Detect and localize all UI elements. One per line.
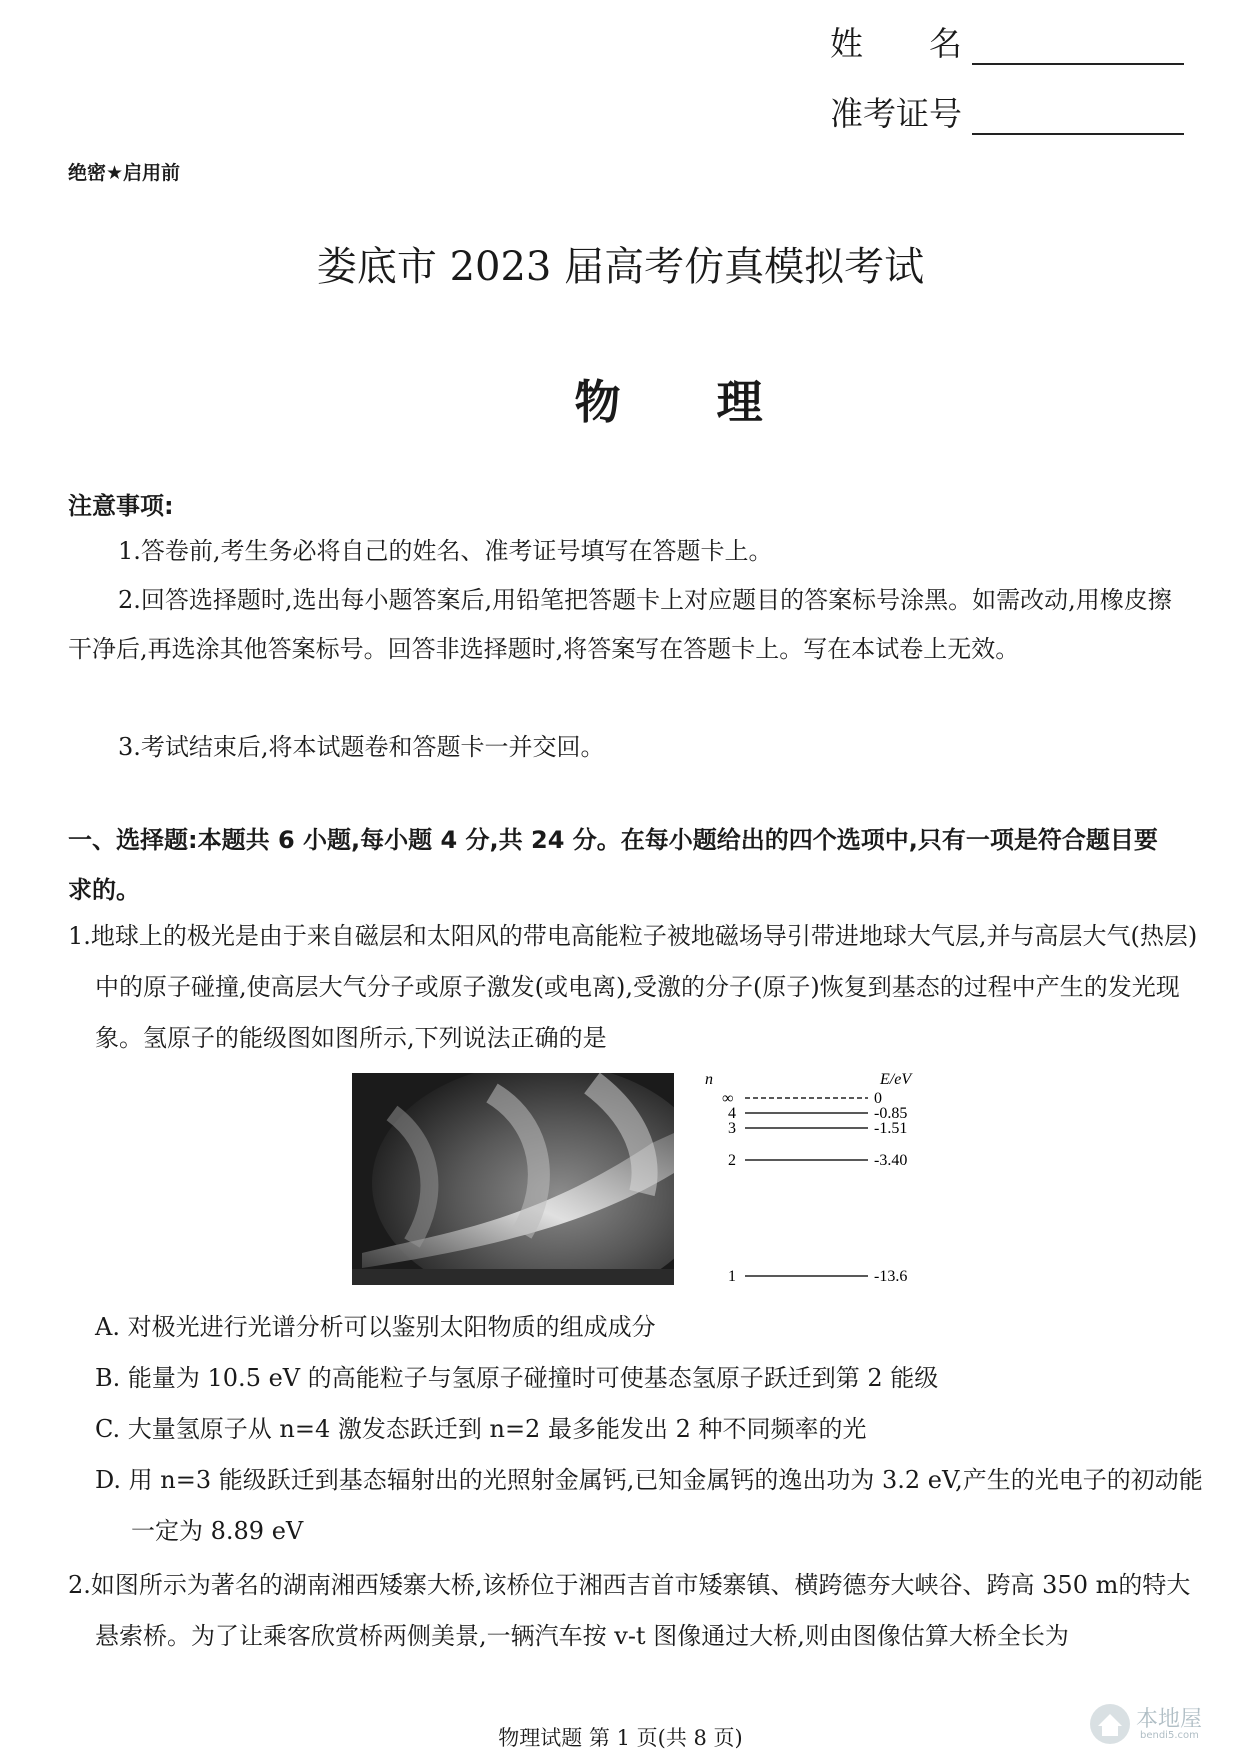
aurora-photo (352, 1073, 674, 1285)
energy-level-n: 3 (728, 1120, 736, 1137)
energy-level-n: ∞ (722, 1090, 734, 1107)
energy-axis-label: E/eV (880, 1071, 912, 1088)
exam-no-label: 准考证号 (830, 94, 962, 133)
notes-title: 注意事项: (68, 492, 174, 520)
energy-level-diagram (700, 1070, 930, 1288)
exam-title: 娄底市 2023 届高考仿真模拟考试 (316, 244, 925, 290)
exam-no-blank (972, 103, 1184, 135)
question-1-stem: 1.地球上的极光是由于来自磁层和太阳风的带电高能粒子被地磁场导引带进地球大气层,并与高层大气(热层)中的原子碰撞,使高层大气分子或原子激发(或电离),受激的分子(原子)恢复到基态的过程中产生的发光现象。氢原子的能级图如图所示,下列说法正确的是 (68, 922, 1198, 1052)
option-c: C. 大量氢原子从 n=4 激发态跃迁到 n=2 最多能发出 2 种不同频率的光 (95, 1415, 867, 1443)
subject-title: 物理 (574, 375, 859, 429)
exam-no-field (830, 88, 1184, 135)
option-b: B. 能量为 10.5 eV 的高能粒子与氢原子碰撞时可使基态氢原子跃迁到第 2 能级 (95, 1364, 939, 1392)
energy-level-value: -13.6 (874, 1268, 908, 1285)
note-item: 2.回答选择题时,选出每小题答案后,用铅笔把答题卡上对应题目的答案标号涂黑。如需改动,用橡皮擦干净后,再选涂其他答案标号。回答非选择题时,将答案写在答题卡上。写在本试卷上无效。 (68, 586, 1172, 663)
n-axis-label: n (705, 1071, 713, 1088)
house-logo-icon (1088, 1702, 1132, 1746)
section-heading: 一、选择题:本题共 6 小题,每小题 4 分,共 24 分。在每小题给出的四个选项中,只有一项是符合题目要求的。 (68, 826, 1158, 904)
note-item: 3.考试结束后,将本试题卷和答题卡一并交回。 (118, 733, 605, 761)
energy-level-n: 4 (728, 1105, 736, 1122)
watermark-text: 本地屋 (1136, 1707, 1203, 1732)
energy-level-value: -3.40 (874, 1152, 908, 1169)
watermark (1088, 1700, 1238, 1750)
name-field (830, 18, 1184, 65)
watermark-sub: bendi5.com (1140, 1730, 1199, 1741)
option-d: D. 用 n=3 能级跃迁到基态辐射出的光照射金属钙,已知金属钙的逸出功为 3.2 eV,产生的光电子的初动能一定为 8.89 eV (95, 1466, 1203, 1545)
question-2-stem: 2.如图所示为著名的湖南湘西矮寨大桥,该桥位于湘西吉首市矮寨镇、横跨德夯大峡谷、跨高 350 m的特大悬索桥。为了让乘客欣赏桥两侧美景,一辆汽车按 v-t 图像通过大桥,则由图像估算大桥全长为 (68, 1571, 1191, 1650)
energy-level-n: 1 (728, 1268, 736, 1285)
option-a: A. 对极光进行光谱分析可以鉴别太阳物质的组成成分 (95, 1313, 656, 1341)
energy-level-value: -0.85 (874, 1105, 908, 1122)
note-item: 1.答卷前,考生务必将自己的姓名、准考证号填写在答题卡上。 (118, 537, 773, 565)
page-footer: 物理试题 第 1 页(共 8 页) (498, 1726, 743, 1750)
secret-label: 绝密★启用前 (68, 162, 181, 184)
name-blank (972, 33, 1184, 65)
energy-level-value: -1.51 (874, 1120, 908, 1137)
energy-level-value: 0 (874, 1090, 882, 1107)
energy-level-n: 2 (728, 1152, 736, 1169)
name-label: 姓 名 (830, 24, 962, 63)
